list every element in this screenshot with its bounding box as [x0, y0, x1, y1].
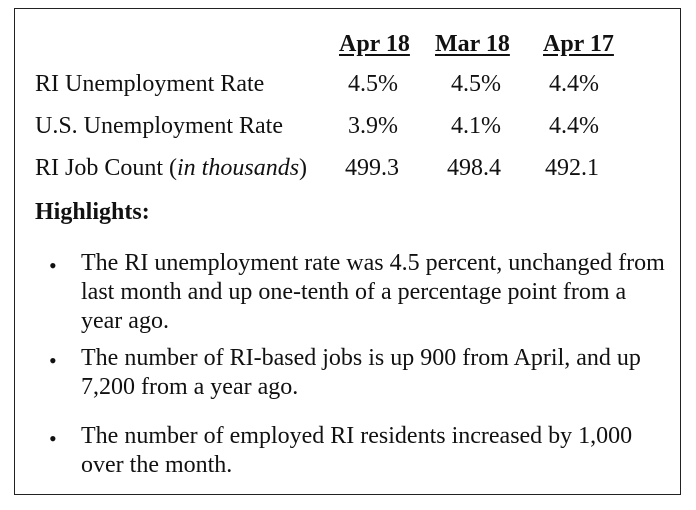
row-value: 499.3 [345, 155, 399, 181]
row-label-end: ) [299, 155, 308, 181]
column-header-mar-18: Mar 18 [435, 31, 510, 57]
row-value: 4.4% [549, 113, 599, 139]
row-value: 498.4 [447, 155, 501, 181]
highlight-item: The number of RI-based jobs is up 900 from April, and up 7,200 from a year ago. [81, 345, 641, 400]
statistics-panel [14, 8, 681, 495]
row-value: 4.4% [549, 71, 599, 97]
highlights-title: Highlights: [35, 199, 150, 225]
row-label [35, 155, 307, 182]
bullet-icon: • [49, 253, 57, 278]
row-value: 3.9% [348, 113, 398, 139]
row-value: 4.5% [451, 71, 501, 97]
bullet-icon: • [49, 426, 57, 451]
highlight-item: The number of employed RI residents increased by 1,000 over the month. [81, 423, 633, 478]
row-value: 4.5% [348, 71, 398, 97]
column-header-apr-18: Apr 18 [339, 31, 410, 57]
bullet-icon: • [49, 348, 57, 373]
row-label-text: RI Job Count ( [35, 155, 178, 181]
row-value: 4.1% [451, 113, 501, 139]
row-label: U.S. Unemployment Rate [35, 113, 283, 139]
row-label-italic: in thousands [177, 155, 300, 181]
row-value: 492.1 [545, 155, 599, 181]
row-label: RI Unemployment Rate [35, 71, 265, 97]
column-header-apr-17: Apr 17 [543, 31, 614, 57]
highlight-item: The RI unemployment rate was 4.5 percent, unchanged from last month and up one-tenth of a percentage point from a year ago. [81, 250, 665, 334]
